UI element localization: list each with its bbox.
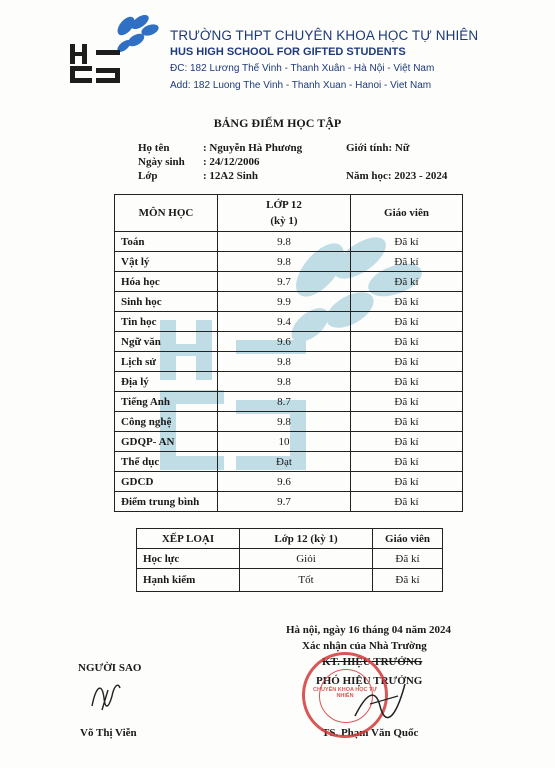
table-row — [115, 492, 463, 512]
teacher-cell: Đã kí — [351, 232, 463, 252]
copier-title: NGƯỜI SAO — [78, 662, 142, 674]
copier-signature — [86, 676, 126, 716]
subject-cell: Hóa học — [115, 272, 218, 292]
table-row — [115, 452, 463, 472]
class-label: Lớp — [138, 170, 158, 182]
score-cell: 9.6 — [218, 472, 351, 492]
table-row — [115, 252, 463, 272]
rank-value: Tốt — [240, 569, 373, 592]
teacher-cell: Đã kí — [351, 472, 463, 492]
grades-table — [114, 194, 463, 512]
table-row — [137, 569, 443, 592]
principal-signature — [350, 676, 410, 726]
subject-cell: Toán — [115, 232, 218, 252]
table-row — [115, 432, 463, 452]
score-cell: 8.7 — [218, 392, 351, 412]
school-name-vi: TRƯỜNG THPT CHUYÊN KHOA HỌC TỰ NHIÊN — [170, 28, 479, 43]
score-cell: Đạt — [218, 452, 351, 472]
table-row — [115, 272, 463, 292]
table-row — [115, 312, 463, 332]
school-year: Năm học: 2023 - 2024 — [346, 170, 448, 182]
subject-cell: Lịch sử — [115, 352, 218, 372]
address-vi: ĐC: 182 Lương Thế Vinh - Thanh Xuân - Hà Nội - Việt Nam — [170, 63, 435, 74]
vice-line: PHÓ HIỆU TRƯỞNG — [316, 675, 423, 687]
teacher-cell: Đã kí — [351, 352, 463, 372]
table-row — [115, 292, 463, 312]
subject-cell: Tiếng Anh — [115, 392, 218, 412]
subject-cell: Công nghệ — [115, 412, 218, 432]
grades-header-row — [115, 195, 463, 232]
subject-cell: Tin học — [115, 312, 218, 332]
table-row — [115, 412, 463, 432]
table-row — [115, 372, 463, 392]
rank-label: Hạnh kiểm — [137, 569, 240, 592]
school-logo — [66, 14, 162, 86]
rank-header: XẾP LOẠI — [137, 529, 240, 549]
rank-value: Giỏi — [240, 549, 373, 569]
teacher-cell: Đã kí — [351, 492, 463, 512]
subject-cell: Địa lý — [115, 372, 218, 392]
principal-name: TS. Phạm Văn Quốc — [322, 727, 419, 739]
table-row — [115, 332, 463, 352]
rank-teacher: Đã kí — [373, 569, 443, 592]
rank-teacher-header: Giáo viên — [373, 529, 443, 549]
teacher-cell: Đã kí — [351, 452, 463, 472]
document-title: BẢNG ĐIỂM HỌC TẬP — [213, 116, 342, 130]
score-cell: 9.8 — [218, 412, 351, 432]
subject-cell: Sinh học — [115, 292, 218, 312]
table-row — [115, 352, 463, 372]
teacher-cell: Đã kí — [351, 392, 463, 412]
class: : 12A2 Sinh — [203, 170, 259, 182]
score-cell: 9.8 — [218, 372, 351, 392]
teacher-cell: Đã kí — [351, 432, 463, 452]
term-header-line2: (kỳ 1) — [270, 215, 298, 227]
teacher-cell: Đã kí — [351, 332, 463, 352]
subject-cell: Vật lý — [115, 252, 218, 272]
teacher-cell: Đã kí — [351, 412, 463, 432]
subject-cell: Thể dục — [115, 452, 218, 472]
score-cell: 10 — [218, 432, 351, 452]
score-cell: 9.8 — [218, 252, 351, 272]
teacher-cell: Đã kí — [351, 272, 463, 292]
term-header-line1: LỚP 12 — [266, 199, 302, 211]
score-cell: 9.8 — [218, 232, 351, 252]
ranking-table — [136, 528, 443, 592]
dob-label: Ngày sinh — [138, 156, 185, 168]
table-row — [115, 392, 463, 412]
teacher-cell: Đã kí — [351, 372, 463, 392]
student-name: : Nguyễn Hà Phương — [203, 142, 303, 154]
name-label: Họ tên — [138, 142, 170, 154]
teacher-cell: Đã kí — [351, 292, 463, 312]
address-en: Add: 182 Luong The Vinh - Thanh Xuan - Hanoi - Viet Nam — [170, 80, 432, 91]
table-row — [137, 549, 443, 569]
gender: Giới tính: Nữ — [346, 142, 410, 154]
score-cell: 9.6 — [218, 332, 351, 352]
subject-cell: Điểm trung bình — [115, 492, 218, 512]
rank-label: Học lực — [137, 549, 240, 569]
teacher-cell: Đã kí — [351, 312, 463, 332]
subject-header: MÔN HỌC — [115, 195, 218, 232]
confirm-line: Xác nhận của Nhà Trường — [302, 640, 427, 652]
table-row — [115, 232, 463, 252]
table-row — [115, 472, 463, 492]
rank-teacher: Đã kí — [373, 549, 443, 569]
score-cell: 9.8 — [218, 352, 351, 372]
subject-cell: Ngữ văn — [115, 332, 218, 352]
stamp-text: CHUYÊN KHOA HỌC TỰ NHIÊN — [313, 687, 377, 699]
score-cell: 9.7 — [218, 492, 351, 512]
school-name-en: HUS HIGH SCHOOL FOR GIFTED STUDENTS — [170, 46, 406, 58]
copier-name: Võ Thị Viễn — [80, 727, 137, 739]
teacher-cell: Đã kí — [351, 252, 463, 272]
ranking-header-row — [137, 529, 443, 549]
score-cell: 9.9 — [218, 292, 351, 312]
subject-cell: GDCD — [115, 472, 218, 492]
date-line: Hà nội, ngày 16 tháng 04 năm 2024 — [286, 624, 452, 636]
score-cell: 9.4 — [218, 312, 351, 332]
score-cell: 9.7 — [218, 272, 351, 292]
subject-cell: GDQP- AN — [115, 432, 218, 452]
rank-term-header: Lớp 12 (kỳ 1) — [240, 529, 373, 549]
term-header — [218, 195, 351, 232]
principal-line: KT. HIỆU TRƯỞNG — [322, 656, 423, 668]
teacher-header: Giáo viên — [351, 195, 463, 232]
dob: : 24/12/2006 — [203, 156, 260, 168]
